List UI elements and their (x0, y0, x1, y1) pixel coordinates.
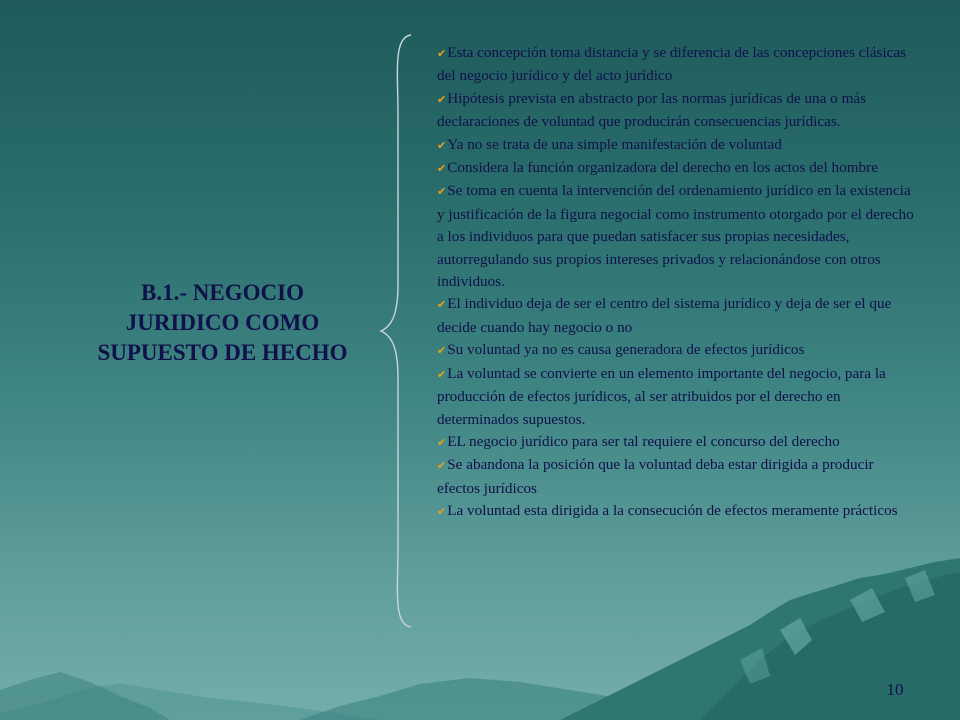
checkmark-icon: ✔ (437, 505, 447, 519)
bullet-text: EL negocio jurídico para ser tal requiere el concurso del derecho (447, 432, 840, 450)
bullet-text: El individuo deja de ser el centro del sistema jurídico y deja de ser el que decide cuando hay negocio o no (437, 295, 892, 336)
bullet-item (437, 293, 917, 339)
bullet-item (437, 454, 917, 500)
bullet-text: Se toma en cuenta la intervención del ordenamiento jurídico en la existencia y justificación de la figura negocial como instrumento otorgado por el derecho a los individuos para que puedan satisfacer sus propias necesidades, autorregulando sus propios intereses privados y relacionándose con otros individuos. (437, 182, 914, 291)
checkmark-icon: ✔ (437, 435, 447, 449)
checkmark-icon: ✔ (437, 185, 447, 199)
bullet-text: Su voluntad ya no es causa generadora de efectos jurídicos (447, 341, 805, 359)
checkmark-icon: ✔ (437, 47, 447, 60)
checkmark-icon: ✔ (437, 344, 447, 358)
checkmark-icon: ✔ (437, 367, 447, 381)
bullet-text: Hipótesis prevista en abstracto por las normas jurídicas de una o más declaraciones de voluntad que producirán consecuencias jurídicas. (437, 89, 867, 131)
bullet-item (437, 180, 917, 293)
bullet-text: Esta concepción toma distancia y se diferencia de las concepciones clásicas del negocio jurídico y del acto jurídico (437, 44, 907, 85)
bullet-item (437, 88, 917, 134)
bullet-text: La voluntad se convierte en un elemento importante del negocio, para la producción de efectos jurídicos, al ser atribuidos por el derecho en determinados supuestos. (437, 364, 886, 428)
bullet-text: La voluntad esta dirigida a la consecución de efectos meramente prácticos (447, 502, 898, 520)
bullet-text: Se abandona la posición que la voluntad deba estar dirigida a producir efectos jurídicos (437, 456, 874, 497)
bullet-item (437, 157, 917, 180)
bullet-text: Considera la función organizadora del derecho en los actos del hombre (447, 159, 878, 177)
bullet-item (437, 339, 917, 362)
bullet-item (437, 134, 917, 157)
bullet-item (437, 500, 917, 523)
checkmark-icon: ✔ (437, 92, 447, 106)
page-number: 10 (886, 680, 904, 699)
left-brace-icon (378, 34, 414, 628)
bullet-item (437, 431, 917, 454)
slide-title: B.1.- NEGOCIO JURIDICO COMO SUPUESTO DE HECHO (97, 280, 348, 365)
checkmark-icon: ✔ (437, 459, 447, 473)
checkmark-icon: ✔ (437, 162, 447, 176)
bullet-item (437, 42, 917, 88)
checkmark-icon: ✔ (437, 298, 447, 312)
bullet-list (437, 42, 917, 524)
checkmark-icon: ✔ (437, 138, 447, 152)
bullet-item (437, 363, 917, 431)
bullet-text: Ya no se trata de una simple manifestación de voluntad (447, 135, 782, 153)
